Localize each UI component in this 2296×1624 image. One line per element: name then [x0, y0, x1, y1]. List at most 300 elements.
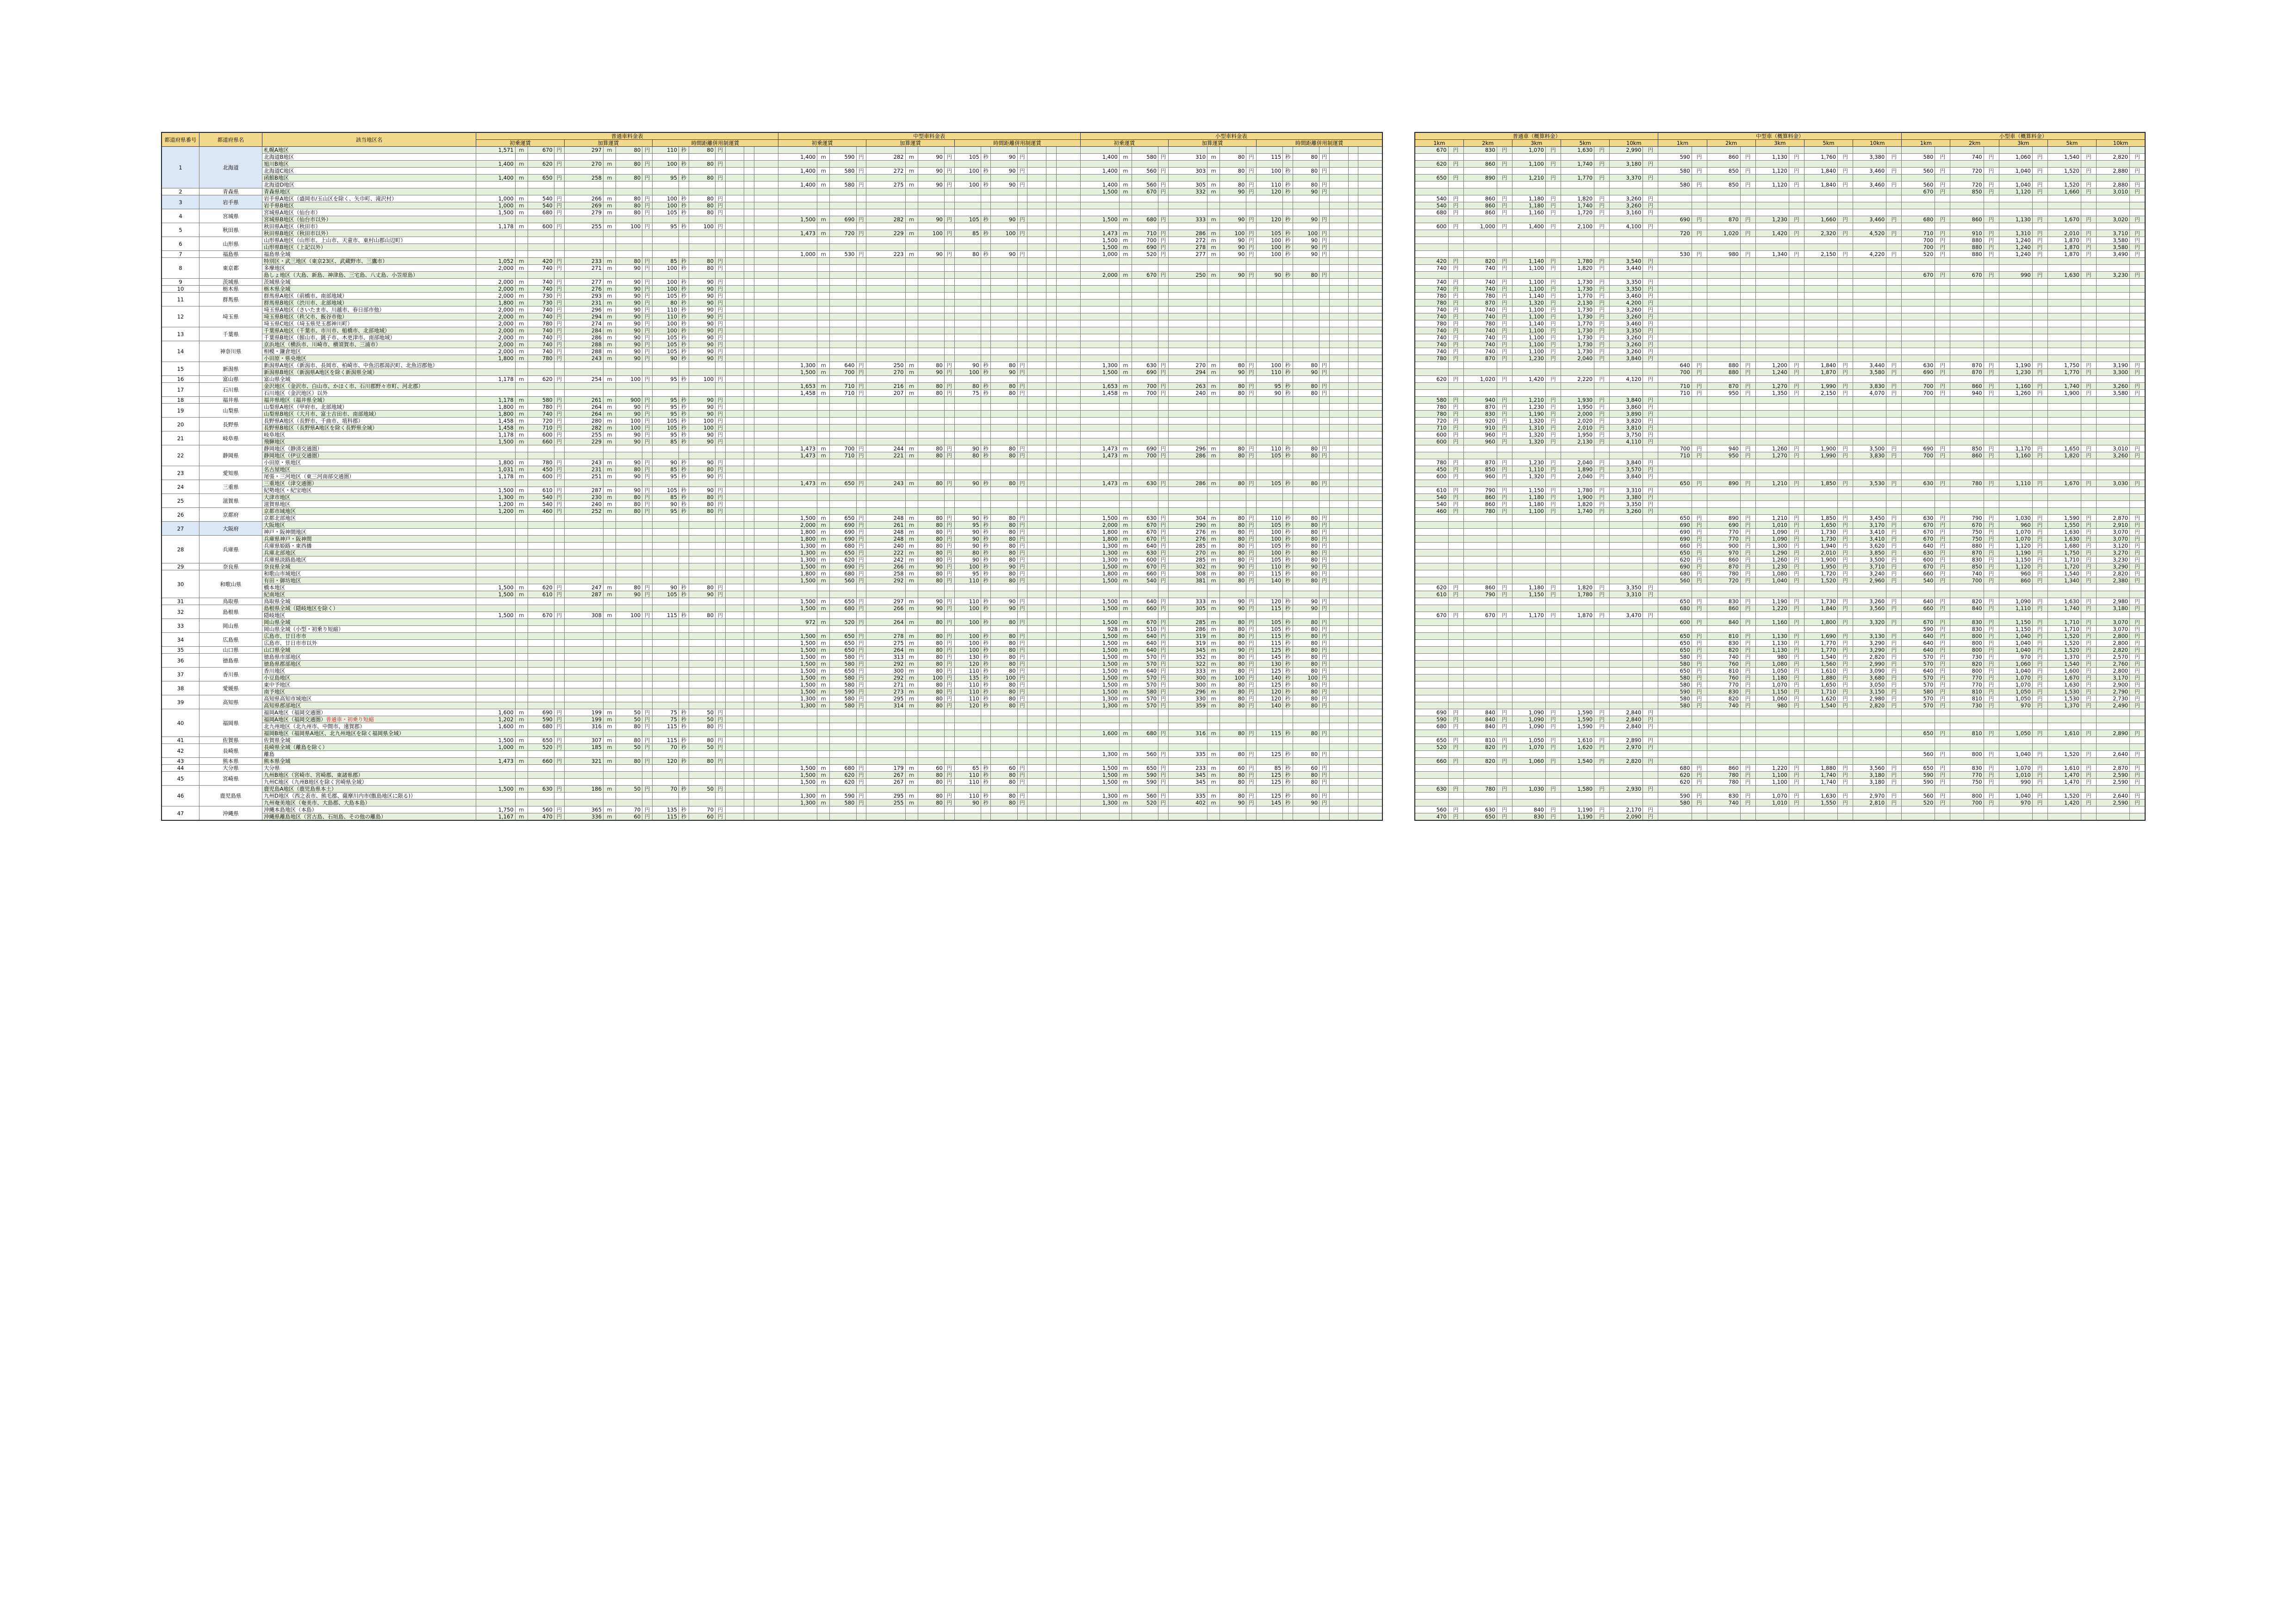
pref-name: 三重県 [199, 480, 262, 494]
mid-cell-13 [1046, 383, 1057, 390]
mid-cell-3: 円 [856, 668, 866, 675]
std-cell-7: 円 [642, 327, 653, 334]
std-cell-2 [528, 390, 554, 397]
std-cell-9 [679, 702, 689, 709]
std-cell-14 [754, 688, 778, 695]
mid-cell-13 [1046, 723, 1057, 730]
mid-cell-0 [778, 223, 817, 230]
approx-mid-value [1755, 188, 1789, 195]
std-cell-1 [515, 661, 528, 668]
mid-cell-3: 円 [856, 800, 866, 806]
std-cell-6 [616, 570, 642, 577]
small-cell-13 [1348, 445, 1358, 452]
mid-cell-2: 650 [830, 515, 856, 522]
std-cell-8: 100 [652, 265, 678, 272]
std-cell-8: 115 [652, 723, 678, 730]
area-name: 兵庫県淡路島地区 [262, 556, 476, 563]
mid-cell-5: m [905, 362, 918, 369]
std-cell-12 [725, 272, 744, 279]
small-cell-5: m [1207, 793, 1220, 800]
std-cell-2 [528, 445, 554, 452]
small-cell-0 [1080, 501, 1119, 508]
mid-cell-8: 135 [954, 675, 981, 681]
mid-cell-14 [1056, 570, 1080, 577]
small-cell-0 [1080, 786, 1119, 793]
std-cell-0 [476, 529, 515, 536]
small-cell-2: 680 [1132, 216, 1158, 223]
mid-cell-8: 100 [954, 369, 981, 376]
std-cell-8: 70 [652, 744, 678, 751]
std-cell-3 [554, 793, 564, 800]
std-cell-14 [754, 716, 778, 723]
small-cell-14 [1358, 306, 1382, 313]
std-cell-1 [515, 598, 528, 605]
std-cell-2 [528, 681, 554, 688]
small-cell-4: 296 [1168, 445, 1207, 452]
area-name: 大阪地区 [262, 522, 476, 529]
approx-std-value: 1,770 [1561, 175, 1594, 181]
mid-cell-11 [1017, 237, 1027, 244]
std-cell-12 [725, 355, 744, 362]
mid-cell-1: m [817, 515, 830, 522]
mid-cell-4 [866, 418, 905, 425]
small-cell-12 [1329, 793, 1348, 800]
mid-cell-13 [1046, 640, 1057, 647]
std-cell-14 [754, 765, 778, 772]
small-cell-6 [1220, 209, 1246, 216]
small-cell-9: 秒 [1283, 633, 1293, 640]
std-cell-5: m [603, 355, 616, 362]
mid-cell-11 [1017, 223, 1027, 230]
std-cell-9 [679, 640, 689, 647]
mid-cell-10 [991, 188, 1017, 195]
std-cell-0 [476, 633, 515, 640]
std-cell-3: 円 [554, 327, 564, 334]
std-cell-0 [476, 640, 515, 647]
mid-cell-5: m [905, 181, 918, 188]
pref-number: 46 [162, 786, 199, 806]
small-cell-8: 105 [1257, 452, 1283, 459]
mid-cell-11 [1017, 404, 1027, 411]
std-cell-13 [744, 522, 754, 529]
approx-mid-value [1658, 175, 1692, 181]
mid-cell-2 [830, 730, 856, 737]
std-cell-2: 690 [528, 709, 554, 716]
std-cell-2 [528, 695, 554, 702]
std-cell-0: 1,500 [476, 438, 515, 445]
small-cell-5: m [1207, 772, 1220, 779]
area-name: 広島市、廿日市市以外 [262, 640, 476, 647]
small-cell-2: 560 [1132, 751, 1158, 758]
mid-cell-3 [856, 612, 866, 619]
small-cell-10: 90 [1293, 369, 1319, 376]
std-cell-0 [476, 654, 515, 661]
small-cell-4: 286 [1168, 480, 1207, 487]
small-cell-12 [1329, 494, 1348, 501]
std-cell-1: m [515, 723, 528, 730]
mid-cell-7: 円 [944, 654, 954, 661]
small-cell-10: 80 [1293, 633, 1319, 640]
small-cell-6: 90 [1220, 251, 1246, 258]
small-cell-1: m [1119, 675, 1132, 681]
small-cell-1: m [1119, 661, 1132, 668]
mid-cell-6 [918, 279, 944, 286]
small-cell-3: 円 [1158, 772, 1169, 779]
approx-std-unit: 円 [1497, 147, 1512, 154]
mid-cell-2: 680 [830, 570, 856, 577]
std-cell-5: m [603, 327, 616, 334]
std-cell-11: 円 [715, 195, 725, 202]
mid-cell-9: 秒 [981, 543, 991, 550]
mid-cell-1 [817, 188, 830, 195]
std-cell-0: 2,000 [476, 306, 515, 313]
approx-std-unit: 円 [1448, 161, 1463, 168]
mid-cell-12 [1027, 508, 1046, 515]
table-row [162, 765, 1382, 772]
mid-cell-13 [1046, 251, 1057, 258]
std-cell-10 [689, 605, 715, 612]
small-cell-1: m [1119, 688, 1132, 695]
mid-cell-14 [1056, 550, 1080, 556]
mid-cell-8 [954, 209, 981, 216]
mid-cell-1 [817, 293, 830, 300]
small-cell-4 [1168, 341, 1207, 348]
approx-std-value [1610, 168, 1643, 175]
std-cell-8 [652, 181, 678, 188]
mid-cell-5 [905, 723, 918, 730]
std-cell-2: 740 [528, 306, 554, 313]
pref-number: 26 [162, 508, 199, 522]
std-cell-12 [725, 737, 744, 744]
std-cell-1: m [515, 473, 528, 480]
approx-small-value [1999, 175, 2032, 181]
std-cell-3: 円 [554, 508, 564, 515]
mid-cell-7: 円 [944, 695, 954, 702]
mid-cell-13 [1046, 633, 1057, 640]
approx-mid-value [1853, 195, 1886, 202]
mid-cell-10: 80 [991, 390, 1017, 397]
std-cell-12 [725, 550, 744, 556]
mid-cell-4: 216 [866, 383, 905, 390]
std-cell-14 [754, 508, 778, 515]
std-cell-14 [754, 584, 778, 591]
small-cell-13 [1348, 765, 1358, 772]
mid-cell-12 [1027, 744, 1046, 751]
std-cell-4 [564, 772, 603, 779]
std-cell-10 [689, 647, 715, 654]
std-cell-11: 円 [715, 744, 725, 751]
mid-cell-0: 1,800 [778, 570, 817, 577]
mid-cell-6 [918, 730, 944, 737]
std-cell-0: 1,200 [476, 508, 515, 515]
std-cell-13 [744, 431, 754, 438]
small-cell-3 [1158, 376, 1169, 383]
small-cell-0 [1080, 591, 1119, 598]
mid-cell-3: 円 [856, 640, 866, 647]
small-cell-0: 1,300 [1080, 543, 1119, 550]
std-cell-14 [754, 612, 778, 619]
approx-mid-value [1707, 161, 1740, 168]
mid-cell-8: 90 [954, 536, 981, 543]
approx-small-value [1950, 175, 1984, 181]
mid-cell-6: 80 [918, 577, 944, 584]
std-cell-7 [642, 654, 653, 661]
mid-cell-10: 90 [991, 168, 1017, 175]
mid-cell-0: 1,500 [778, 675, 817, 681]
approx-mid-unit [1740, 147, 1755, 154]
small-cell-6 [1220, 744, 1246, 751]
small-cell-8 [1257, 411, 1283, 418]
small-cell-1 [1119, 418, 1132, 425]
std-cell-8: 80 [652, 300, 678, 306]
approx-std-value [1512, 168, 1545, 175]
std-cell-7 [642, 605, 653, 612]
std-cell-14 [754, 668, 778, 675]
mid-cell-2 [830, 438, 856, 445]
small-cell-7: 円 [1246, 702, 1257, 709]
mid-cell-13 [1046, 793, 1057, 800]
small-cell-6: 80 [1220, 661, 1246, 668]
std-cell-3 [554, 577, 564, 584]
std-cell-14 [754, 369, 778, 376]
std-cell-10 [689, 675, 715, 681]
mid-cell-6 [918, 813, 944, 821]
std-cell-7: 円 [642, 487, 653, 494]
std-cell-8 [652, 154, 678, 161]
mid-cell-0 [778, 723, 817, 730]
std-cell-13 [744, 445, 754, 452]
mid-cell-2: 580 [830, 168, 856, 175]
approx-std-unit: 円 [1545, 195, 1561, 202]
small-cell-11 [1319, 147, 1330, 154]
pref-number: 24 [162, 480, 199, 494]
mid-cell-4: 248 [866, 536, 905, 543]
std-cell-6: 90 [616, 355, 642, 362]
mid-cell-14 [1056, 508, 1080, 515]
std-cell-7 [642, 563, 653, 570]
mid-cell-4 [866, 334, 905, 341]
mid-cell-7: 円 [944, 556, 954, 563]
mid-cell-9 [981, 202, 991, 209]
std-cell-2 [528, 543, 554, 550]
small-cell-9 [1283, 202, 1293, 209]
mid-cell-12 [1027, 147, 1046, 154]
mid-cell-8 [954, 265, 981, 272]
std-cell-4: 277 [564, 279, 603, 286]
std-cell-2 [528, 751, 554, 758]
mid-cell-2 [830, 411, 856, 418]
std-cell-7: 円 [642, 459, 653, 466]
mid-cell-8 [954, 501, 981, 508]
std-cell-13 [744, 494, 754, 501]
mid-cell-10 [991, 425, 1017, 431]
mid-cell-1: m [817, 793, 830, 800]
small-cell-4: 276 [1168, 536, 1207, 543]
std-cell-11: 円 [715, 716, 725, 723]
std-cell-12 [725, 494, 744, 501]
std-cell-12 [725, 411, 744, 418]
mid-cell-1: m [817, 661, 830, 668]
std-cell-11: 円 [715, 265, 725, 272]
std-cell-4: 316 [564, 723, 603, 730]
small-cell-5 [1207, 161, 1220, 168]
std-cell-1 [515, 230, 528, 237]
small-cell-14 [1358, 459, 1382, 466]
std-cell-0 [476, 793, 515, 800]
mid-cell-11 [1017, 466, 1027, 473]
std-cell-3: 円 [554, 355, 564, 362]
approx-row [1415, 147, 2145, 154]
std-cell-6: 90 [616, 293, 642, 300]
std-cell-4 [564, 661, 603, 668]
mid-cell-0 [778, 431, 817, 438]
approx-std-value [1561, 154, 1594, 161]
mid-cell-1 [817, 202, 830, 209]
header-std-time-distance: 時間距離併用制運賃 [652, 140, 778, 147]
small-cell-5 [1207, 279, 1220, 286]
std-cell-11: 円 [715, 584, 725, 591]
std-cell-9: 秒 [679, 348, 689, 355]
mid-cell-2 [830, 473, 856, 480]
std-cell-9 [679, 688, 689, 695]
approx-small-value: 1,120 [1999, 188, 2032, 195]
std-cell-8 [652, 563, 678, 570]
small-cell-3: 円 [1158, 522, 1169, 529]
small-cell-0 [1080, 431, 1119, 438]
mid-cell-3: 円 [856, 251, 866, 258]
small-cell-1: m [1119, 730, 1132, 737]
mid-cell-3 [856, 306, 866, 313]
std-cell-8: 115 [652, 813, 678, 821]
small-cell-7 [1246, 501, 1257, 508]
mid-cell-14 [1056, 577, 1080, 584]
std-cell-0 [476, 556, 515, 563]
small-cell-10 [1293, 501, 1319, 508]
small-cell-7 [1246, 355, 1257, 362]
mid-cell-12 [1027, 459, 1046, 466]
small-cell-2 [1132, 418, 1158, 425]
std-cell-13 [744, 675, 754, 681]
std-cell-5: m [603, 279, 616, 286]
mid-cell-14 [1056, 251, 1080, 258]
std-cell-1: m [515, 258, 528, 265]
std-cell-2: 580 [528, 397, 554, 404]
std-cell-8 [652, 480, 678, 487]
small-cell-12 [1329, 251, 1348, 258]
std-cell-13 [744, 813, 754, 821]
small-cell-13 [1348, 598, 1358, 605]
approx-std-value: 890 [1463, 175, 1497, 181]
std-cell-3 [554, 515, 564, 522]
pref-number: 17 [162, 383, 199, 397]
small-cell-12 [1329, 626, 1348, 633]
approx-mid-value [1853, 202, 1886, 209]
std-cell-12 [725, 154, 744, 161]
approx-small-value [1902, 147, 1935, 154]
std-cell-0: 2,000 [476, 327, 515, 334]
mid-cell-12 [1027, 751, 1046, 758]
mid-cell-5: m [905, 661, 918, 668]
mid-cell-13 [1046, 515, 1057, 522]
mid-cell-1 [817, 327, 830, 334]
small-cell-3 [1158, 487, 1169, 494]
std-cell-0: 1,178 [476, 431, 515, 438]
small-cell-8 [1257, 265, 1283, 272]
mid-cell-0: 1,500 [778, 779, 817, 786]
std-cell-12 [725, 480, 744, 487]
pref-number: 42 [162, 744, 199, 758]
approx-mid-unit [1789, 202, 1804, 209]
mid-cell-12 [1027, 654, 1046, 661]
std-cell-12 [725, 418, 744, 425]
small-cell-6 [1220, 355, 1246, 362]
small-cell-9: 秒 [1283, 515, 1293, 522]
small-cell-7: 円 [1246, 383, 1257, 390]
std-cell-5 [603, 730, 616, 737]
small-cell-0 [1080, 404, 1119, 411]
std-cell-0 [476, 570, 515, 577]
mid-cell-1 [817, 279, 830, 286]
mid-cell-9: 秒 [981, 661, 991, 668]
small-cell-13 [1348, 487, 1358, 494]
small-cell-9: 秒 [1283, 237, 1293, 244]
mid-cell-8 [954, 272, 981, 279]
small-cell-5 [1207, 355, 1220, 362]
small-cell-13 [1348, 418, 1358, 425]
mid-cell-0: 1,500 [778, 772, 817, 779]
small-cell-14 [1358, 390, 1382, 397]
mid-cell-11 [1017, 716, 1027, 723]
small-cell-3 [1158, 397, 1169, 404]
small-cell-10 [1293, 327, 1319, 334]
approx-std-value: 1,740 [1561, 202, 1594, 209]
small-cell-14 [1358, 161, 1382, 168]
mid-cell-14 [1056, 744, 1080, 751]
table-row [162, 695, 1382, 702]
mid-cell-1: m [817, 702, 830, 709]
small-cell-12 [1329, 661, 1348, 668]
mid-cell-2: 520 [830, 619, 856, 626]
approx-mid-unit [1789, 188, 1804, 195]
std-cell-1: m [515, 147, 528, 154]
approx-mid-unit: 円 [1692, 168, 1707, 175]
small-cell-12 [1329, 168, 1348, 175]
small-cell-5 [1207, 334, 1220, 341]
mid-cell-12 [1027, 633, 1046, 640]
std-cell-2 [528, 181, 554, 188]
mid-cell-11: 円 [1017, 633, 1027, 640]
approx-std-value: 3,260 [1610, 202, 1643, 209]
std-cell-4 [564, 570, 603, 577]
std-cell-1: m [515, 494, 528, 501]
small-cell-1 [1119, 612, 1132, 619]
mid-cell-2 [830, 751, 856, 758]
std-cell-5: m [603, 341, 616, 348]
mid-cell-14 [1056, 411, 1080, 418]
small-cell-7 [1246, 223, 1257, 230]
small-cell-6: 90 [1220, 563, 1246, 570]
small-cell-4 [1168, 327, 1207, 334]
std-cell-12 [725, 147, 744, 154]
mid-cell-7: 円 [944, 765, 954, 772]
std-cell-11 [715, 640, 725, 647]
small-cell-9: 秒 [1283, 570, 1293, 577]
std-cell-2: 600 [528, 431, 554, 438]
small-cell-2: 560 [1132, 181, 1158, 188]
small-cell-4: 402 [1168, 800, 1207, 806]
approx-small-value [1902, 202, 1935, 209]
small-cell-11: 円 [1319, 563, 1330, 570]
